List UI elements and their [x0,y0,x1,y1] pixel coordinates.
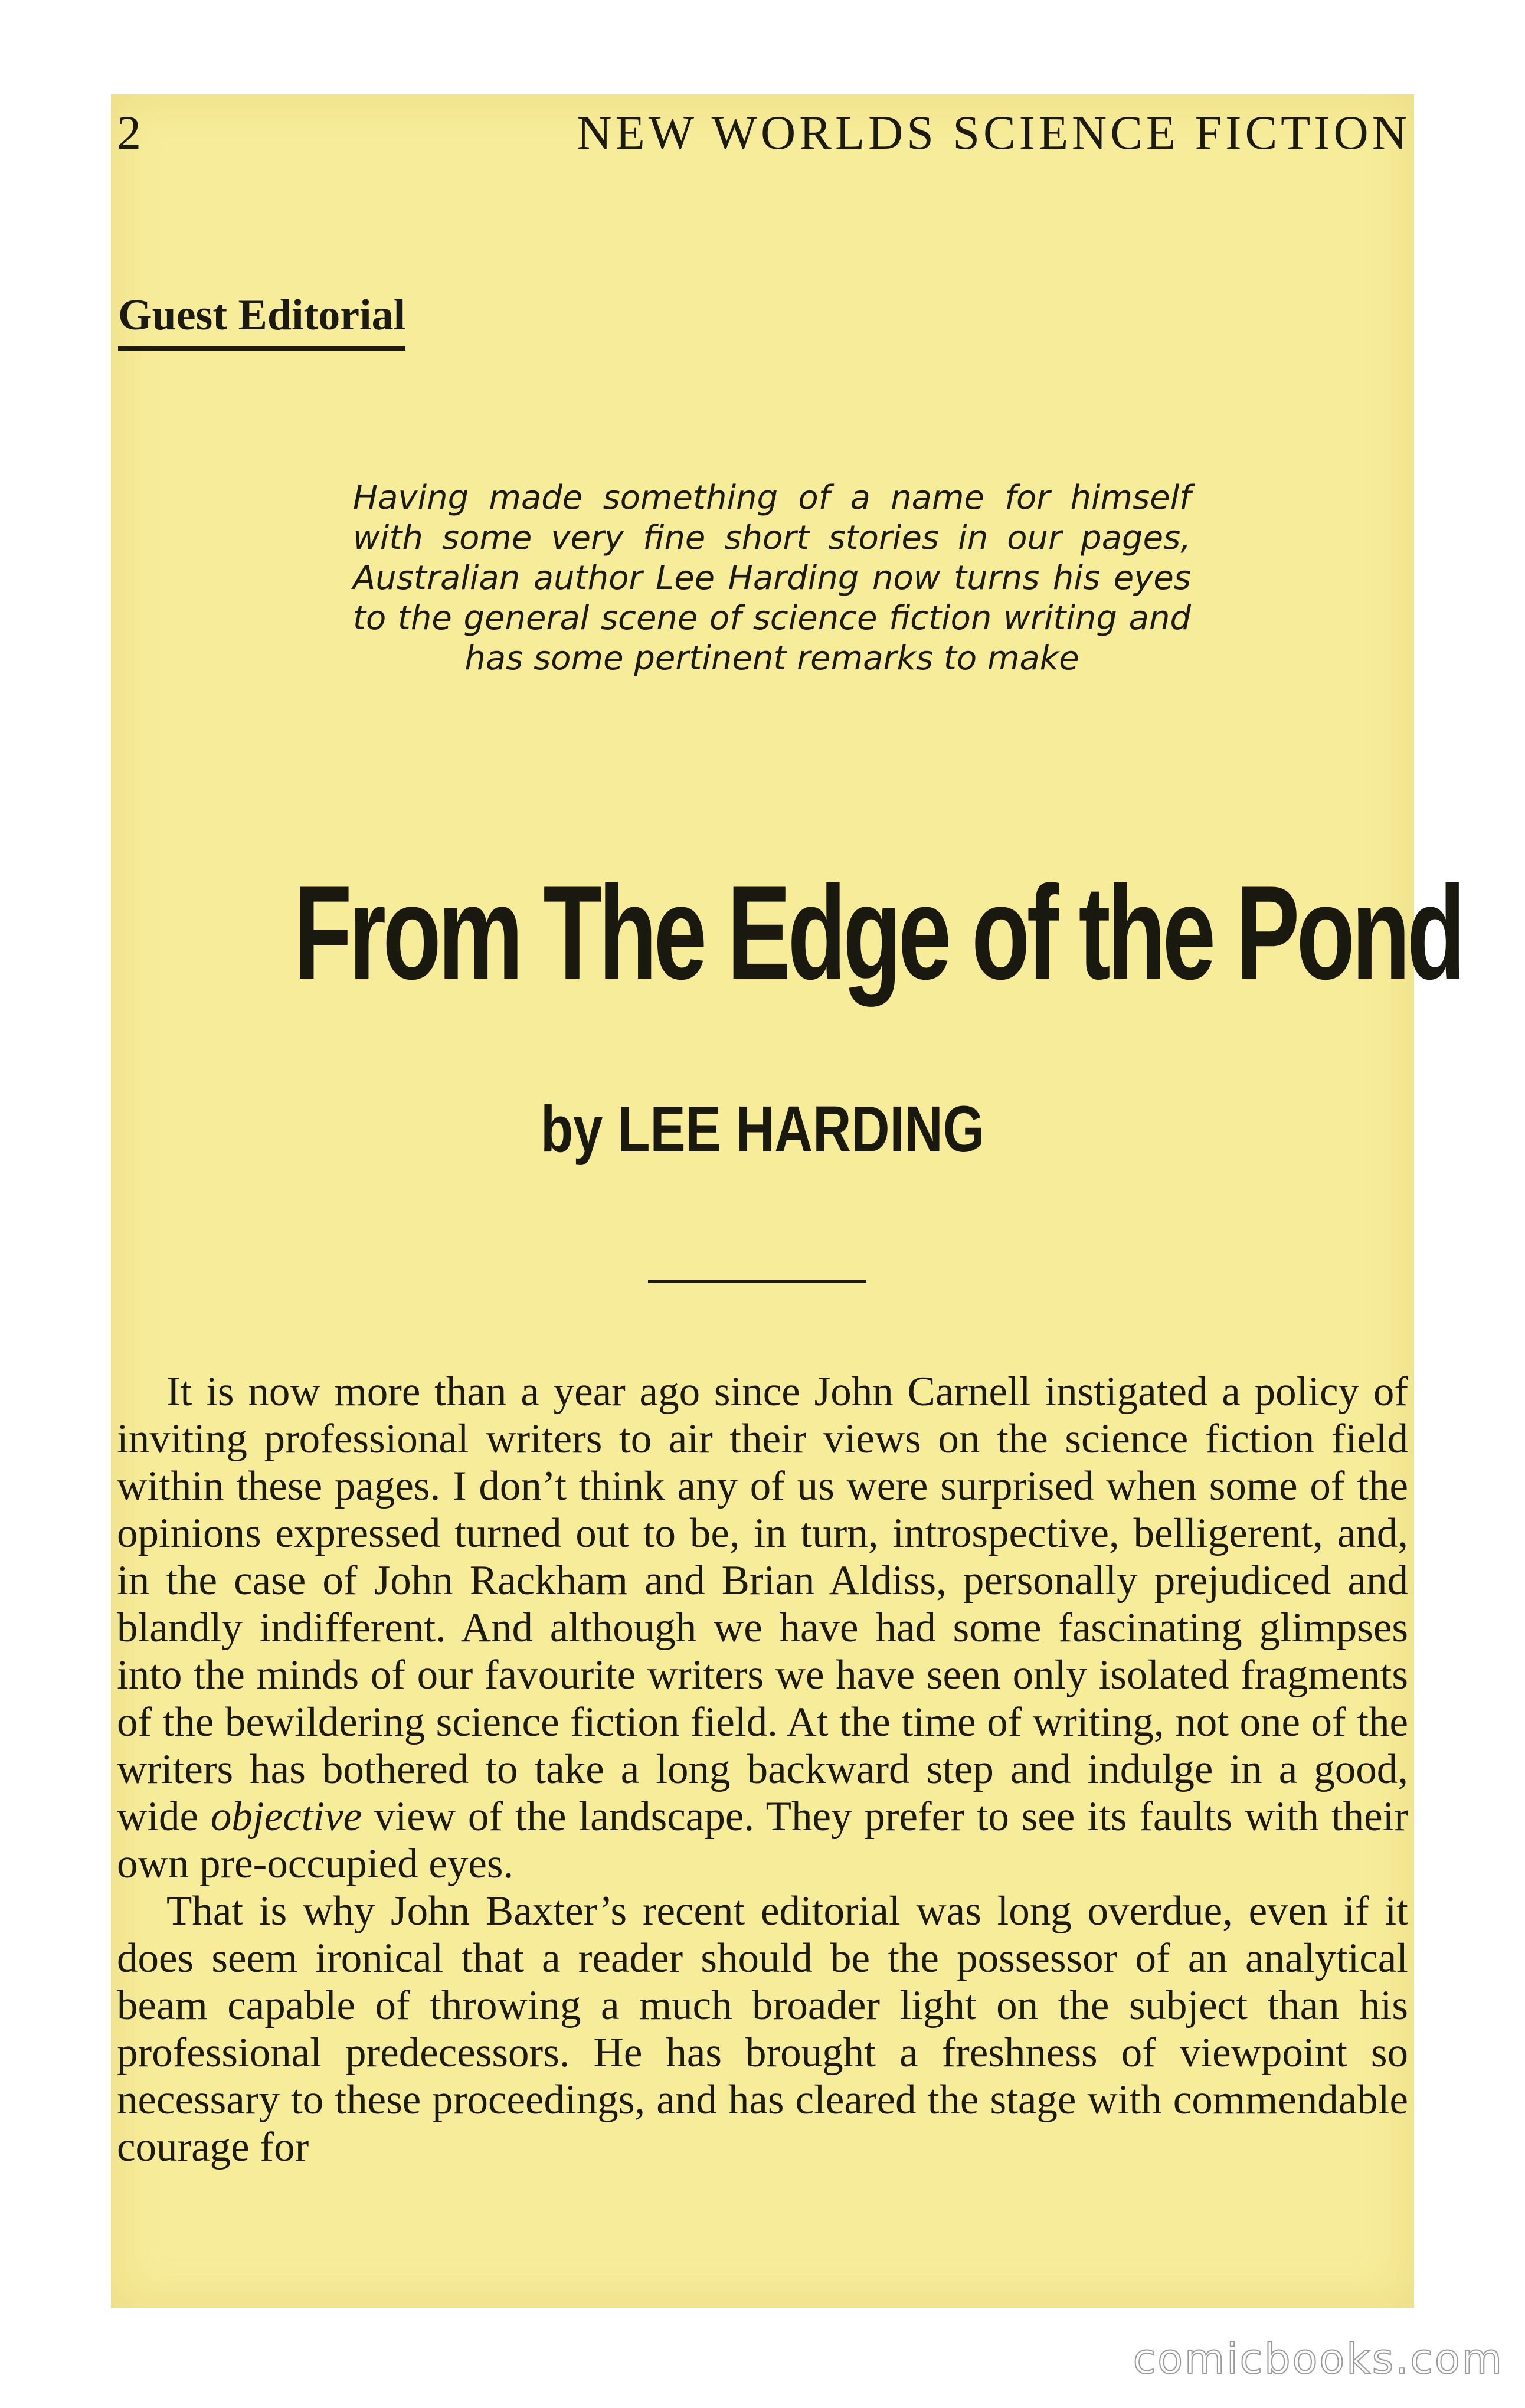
intro-blurb: Having made something of a name for himself with some very fine short stories in our pages, Australian author Lee Harding now turns his eyes to the general scene of science fiction writing and has some pertinent remarks to make [353,479,1191,678]
page-header [117,105,1411,164]
running-title: NEW WORLDS SCIENCE FICTION [577,106,1411,159]
magazine-page [111,94,1462,2308]
site-watermark: comicbooks.com [1133,2335,1504,2383]
section-label: Guest Editorial [118,290,405,351]
body-paragraph [117,1368,1408,1887]
paragraph-text: It is now more than a year ago since John Carnell instigated a policy of inviting professional writers to air their views on the science fiction field within these pages. I don’t think any of us were surprised when some of the opinions expressed turned out to be, in turn, introspective, belligerent, and, in the case of John Rackham and Brian Aldiss, personally prejudiced and blandly indifferent. And although we have had some fascinating glimpses into the minds of our favourite writers we have seen only isolated fragments of the bewildering science fiction field. At the time of writing, not one of the writers has bothered to take a long backward step and indulge in a good, wide [117,1369,1408,1840]
page-number: 2 [117,106,142,159]
emphasis-text: objective [210,1794,362,1840]
article-title: From The Edge of the Pond [293,858,1462,1007]
byline: by LEE HARDING [541,1093,984,1166]
divider-rule [648,1280,866,1283]
article-body [117,1368,1408,2171]
paragraph-text: view of the landscape. They prefer to see its faults with their own pre-occupied eyes. [117,1794,1409,1887]
body-paragraph: That is why John Baxter’s recent editorial was long overdue, even if it does seem ironical that a reader should be the possessor of an analytical beam capable of throwing a much broader light on the subject than his professional predecessors. He has brought a freshness of viewpoint so necessary to these proceedings, and has cleared the stage with commendable courage for [117,1888,1408,2170]
